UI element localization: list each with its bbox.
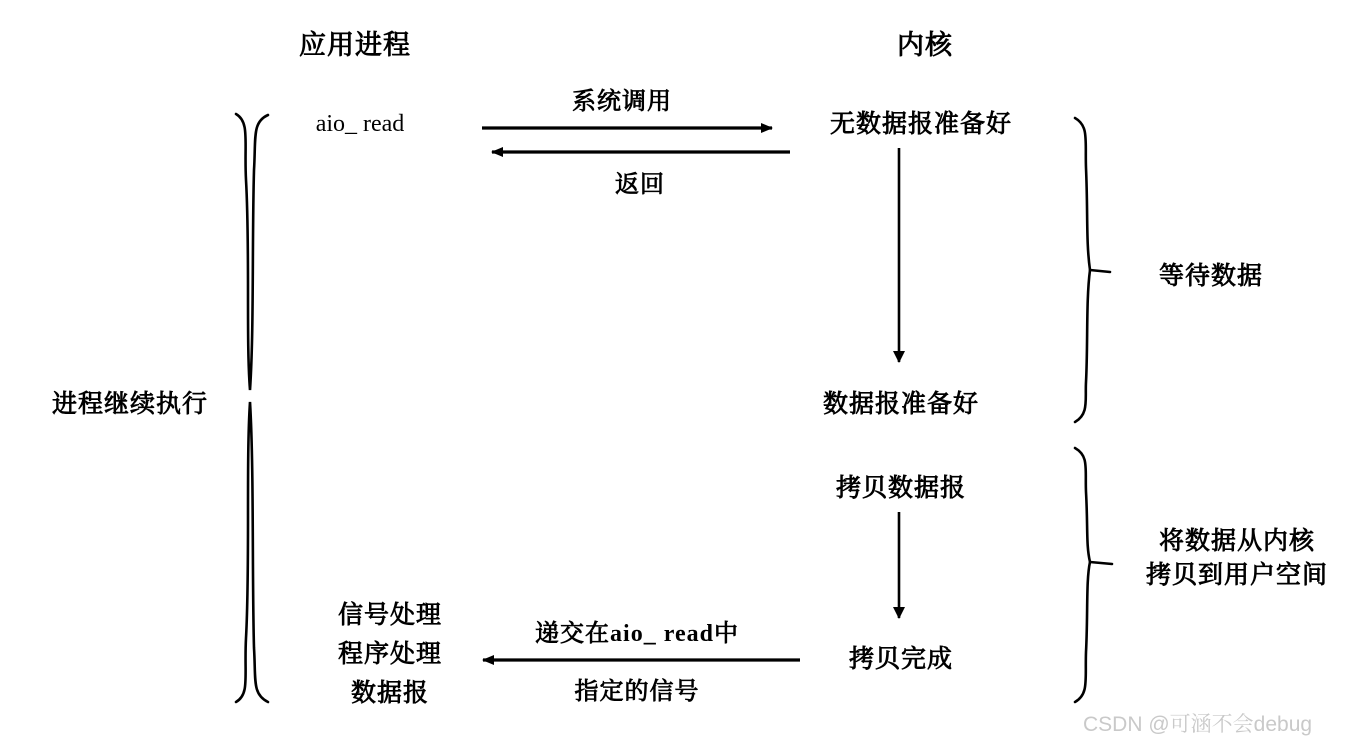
column-title-application-process: 应用进程 bbox=[299, 30, 411, 60]
edge-label-return: 返回 bbox=[615, 172, 665, 198]
edge-label-deliver-line1: 递交在aio_ read中 bbox=[535, 621, 739, 647]
node-datagram-ready: 数据报准备好 bbox=[822, 391, 980, 418]
watermark-text: CSDN @可涵不会debug bbox=[1083, 713, 1313, 736]
brace-copy-to-user bbox=[1075, 448, 1112, 702]
node-signal-handler-line1: 信号处理 bbox=[337, 602, 443, 629]
node-signal-handler-line2: 程序处理 bbox=[337, 641, 443, 668]
brace-label-copy-kernel-line2: 拷贝到用户空间 bbox=[1145, 562, 1329, 589]
brace-label-copy-kernel-line1: 将数据从内核 bbox=[1158, 528, 1316, 555]
edge-label-deliver-line2: 指定的信号 bbox=[574, 679, 700, 705]
node-copy-datagram: 拷贝数据报 bbox=[835, 475, 967, 502]
node-aio-read: aio_ read bbox=[315, 111, 405, 137]
brace-process-continues bbox=[236, 114, 268, 702]
brace-label-wait-data: 等待数据 bbox=[1158, 263, 1264, 290]
column-title-kernel: 内核 bbox=[897, 30, 953, 60]
edge-label-system-call: 系统调用 bbox=[572, 89, 672, 115]
node-signal-handler-line3: 数据报 bbox=[350, 680, 430, 707]
node-copy-complete: 拷贝完成 bbox=[848, 646, 954, 673]
node-no-datagram-ready: 无数据报准备好 bbox=[829, 111, 1013, 138]
brace-wait-data bbox=[1075, 118, 1110, 422]
brace-label-process-continues: 进程继续执行 bbox=[51, 391, 209, 418]
